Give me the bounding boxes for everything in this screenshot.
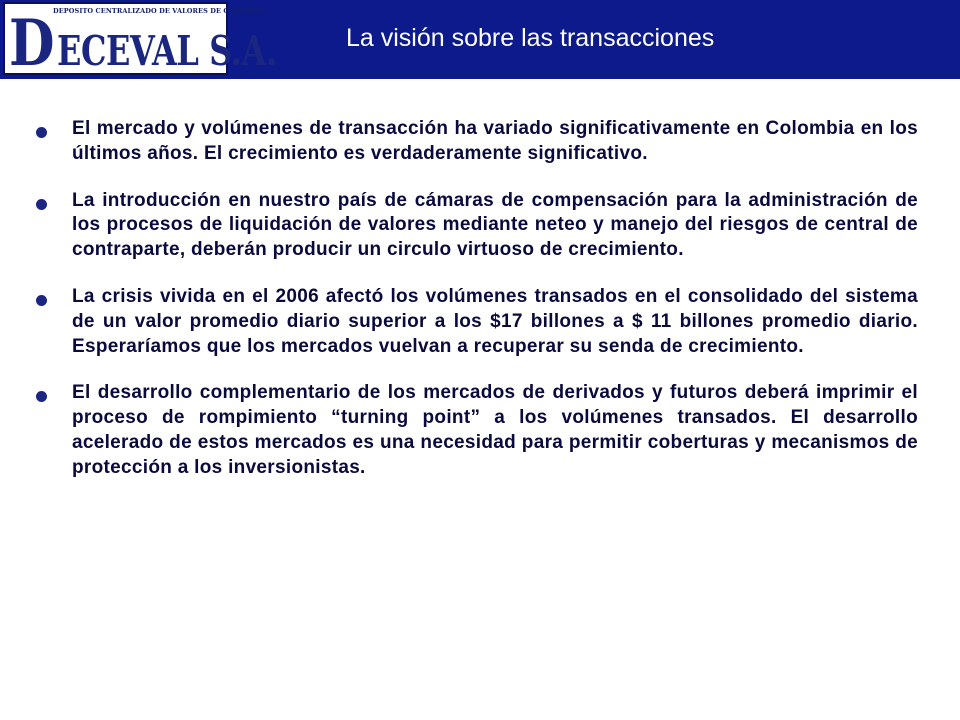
logo-subtitle: DEPOSITO CENTRALIZADO DE VALORES DE COLOMBIA xyxy=(53,7,267,15)
slide-title: La visión sobre las transacciones xyxy=(346,24,715,52)
logo-name: ECEVAL S.A. xyxy=(56,27,277,75)
bullet-item xyxy=(30,117,918,167)
bullet-text: La introducción en nuestro país de cámaras de compensación para la administración de los procesos de liquidación de valores mediante neteo y manejo del riesgos de central de contraparte, deberán producir un circulo virtuoso de crecimiento. xyxy=(72,189,918,261)
bullet-item xyxy=(30,381,918,480)
bullet-dot-icon xyxy=(36,391,47,402)
deceval-logo xyxy=(3,2,277,81)
bullet-item xyxy=(30,189,918,263)
bullet-list xyxy=(30,117,918,503)
bullet-dot-icon xyxy=(36,199,47,210)
header-bar xyxy=(0,0,960,79)
bullet-text: El mercado y volúmenes de transacción ha variado significativamente en Colombia en los últimos años. El crecimiento es verdaderamente significativo. xyxy=(72,118,918,164)
bullet-text: La crisis vivida en el 2006 afectó los volúmenes transados en el consolidado del sistema de un valor promedio diario superior a los $17 billones a $ 11 billones promedio diario. Esperaríamos que los mercados vuelvan a recuperar su senda de crecimiento. xyxy=(72,285,918,357)
logo-initial: D xyxy=(9,6,55,81)
bullet-dot-icon xyxy=(36,295,47,306)
bullet-text: El desarrollo complementario de los mercados de derivados y futuros deberá imprimir el proceso de rompimiento “turning point” a los volúmenes transados. El desarrollo acelerado de estos mercados es una necesidad para permitir coberturas y mecanismos de protección a los inversionistas. xyxy=(72,382,918,478)
bullet-item xyxy=(30,285,918,359)
bullet-dot-icon xyxy=(36,127,47,138)
